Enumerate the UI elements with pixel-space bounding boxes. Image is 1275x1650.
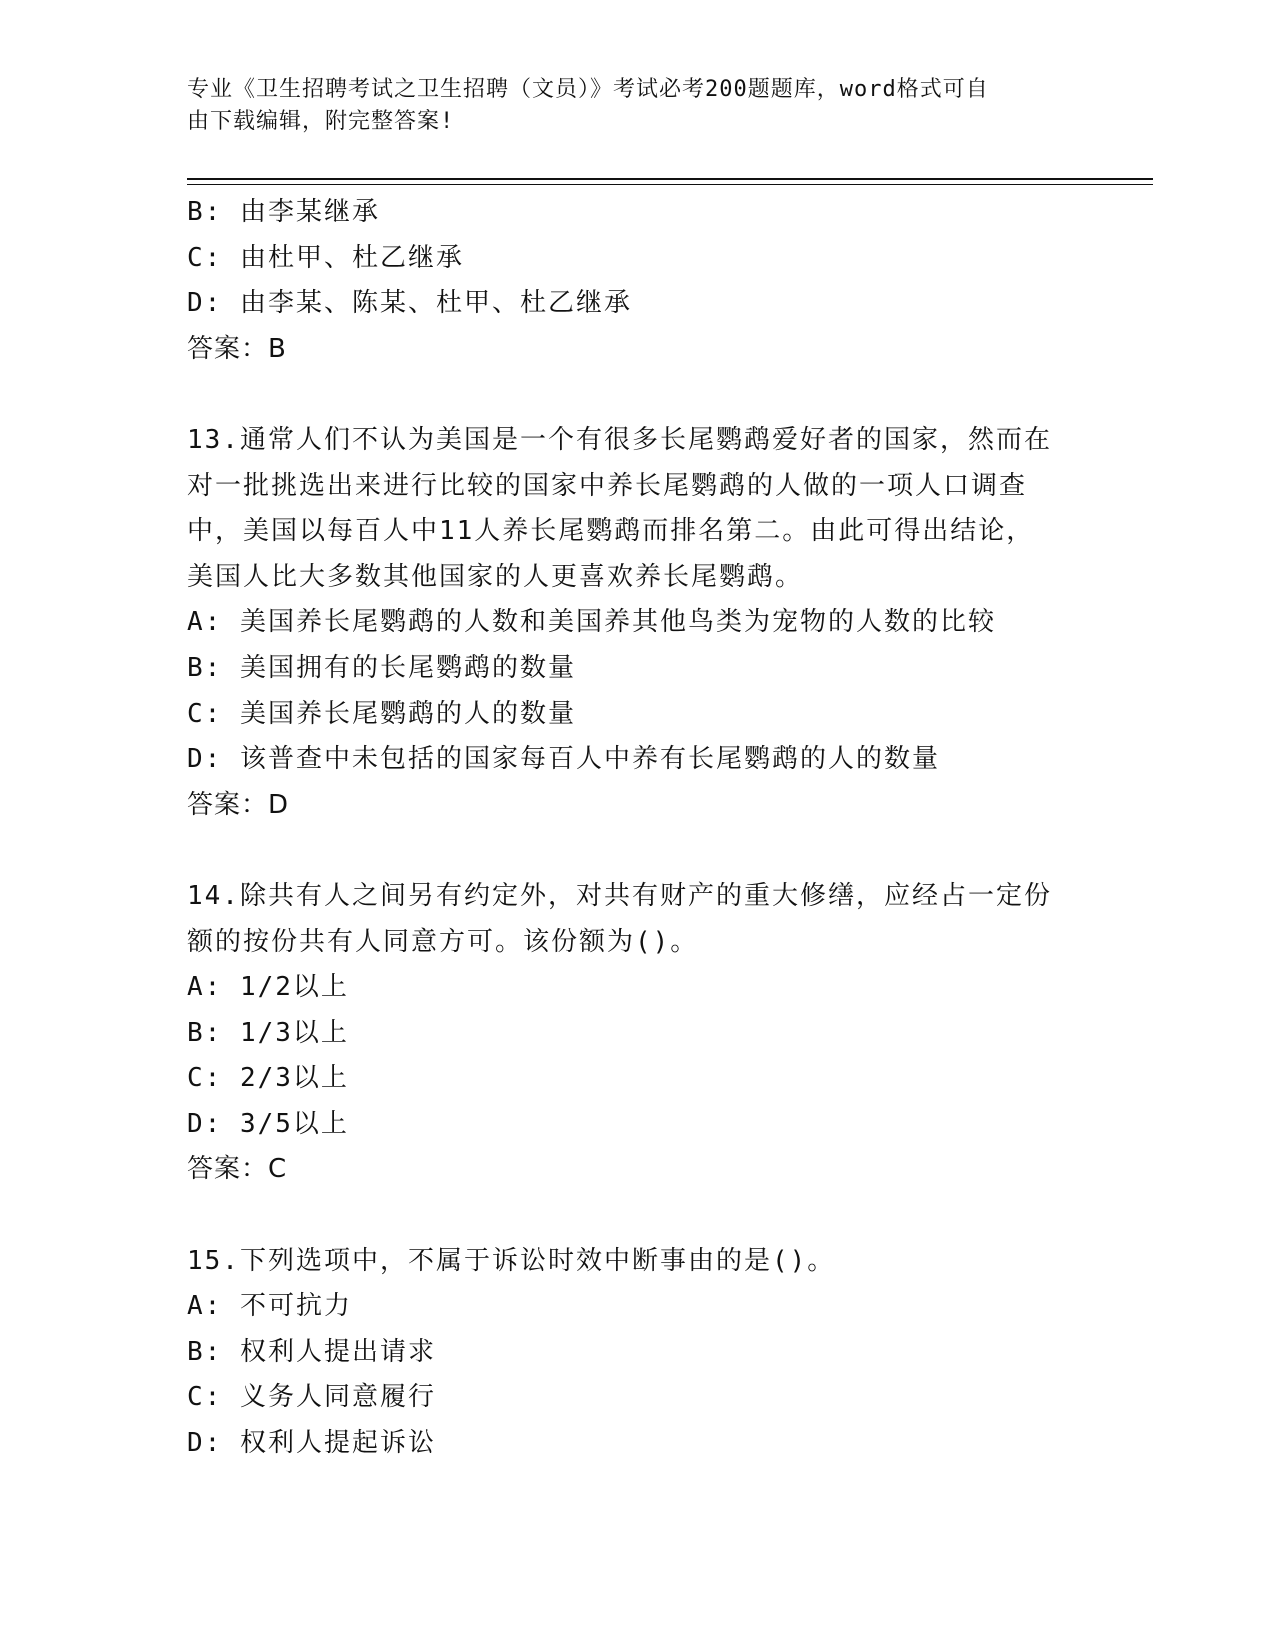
question-list (187, 190, 1087, 1467)
option-c: C: 义务人同意履行 (187, 1382, 436, 1413)
option-b: B: 美国拥有的长尾鹦鹉的数量 (187, 652, 576, 683)
option-a: A: 不可抗力 (187, 1291, 352, 1322)
question-stem-line: 13.通常人们不认为美国是一个有很多长尾鹦鹉爱好者的国家，然而在 (187, 424, 1052, 455)
option-b: B: 由李某继承 (187, 197, 380, 227)
question-spacer (187, 828, 1087, 874)
option-a: A: 1/2以上 (187, 972, 349, 1003)
document-header (187, 74, 1067, 138)
question-stem-line: 对一批挑选出来进行比较的国家中养长尾鹦鹉的人做的一项人口调查 (187, 470, 1028, 501)
option-d: D: 3/5以上 (187, 1108, 349, 1139)
option-d: D: 该普查中未包括的国家每百人中养有长尾鹦鹉的人的数量 (187, 744, 940, 775)
question-stem-line: 美国人比大多数其他国家的人更喜欢养长尾鹦鹉。 (187, 561, 804, 592)
option-d: D: 由李某、陈某、杜甲、杜乙继承 (187, 288, 632, 319)
option-a: A: 美国养长尾鹦鹉的人数和美国养其他鸟类为宠物的人数的比较 (187, 607, 996, 638)
question-spacer (187, 372, 1087, 418)
header-line-2: 由下载编辑，附完整答案! (187, 109, 455, 134)
question-14 (187, 874, 1087, 1193)
answer-label: 答案：D (187, 789, 290, 820)
answer-label: 答案：C (187, 1154, 288, 1185)
option-b: B: 1/3以上 (187, 1017, 349, 1048)
header-line-1: 专业《卫生招聘考试之卫生招聘（文员）》考试必考200题题库，word格式可自 (187, 77, 989, 102)
question-15 (187, 1239, 1087, 1467)
question-spacer (187, 1193, 1087, 1239)
option-c: C: 2/3以上 (187, 1063, 349, 1094)
question-stem-line: 15.下列选项中，不属于诉讼时效中断事由的是()。 (187, 1245, 836, 1276)
question-stem-line: 中，美国以每百人中11人养长尾鹦鹉而排名第二。由此可得出结论， (187, 516, 1035, 547)
answer-label: 答案：B (187, 333, 287, 364)
question-stem-line: 14.除共有人之间另有约定外，对共有财产的重大修缮，应经占一定份 (187, 880, 1052, 911)
question-13 (187, 418, 1087, 828)
option-c: C: 美国养长尾鹦鹉的人的数量 (187, 698, 576, 729)
header-divider-thick (187, 178, 1153, 180)
header-divider-thin (187, 184, 1153, 185)
option-c: C: 由杜甲、杜乙继承 (187, 242, 464, 273)
question-12-continued (187, 190, 1087, 372)
option-d: D: 权利人提起诉讼 (187, 1428, 436, 1459)
question-stem-line: 额的按份共有人同意方可。该份额为()。 (187, 926, 699, 957)
option-b: B: 权利人提出请求 (187, 1336, 436, 1367)
